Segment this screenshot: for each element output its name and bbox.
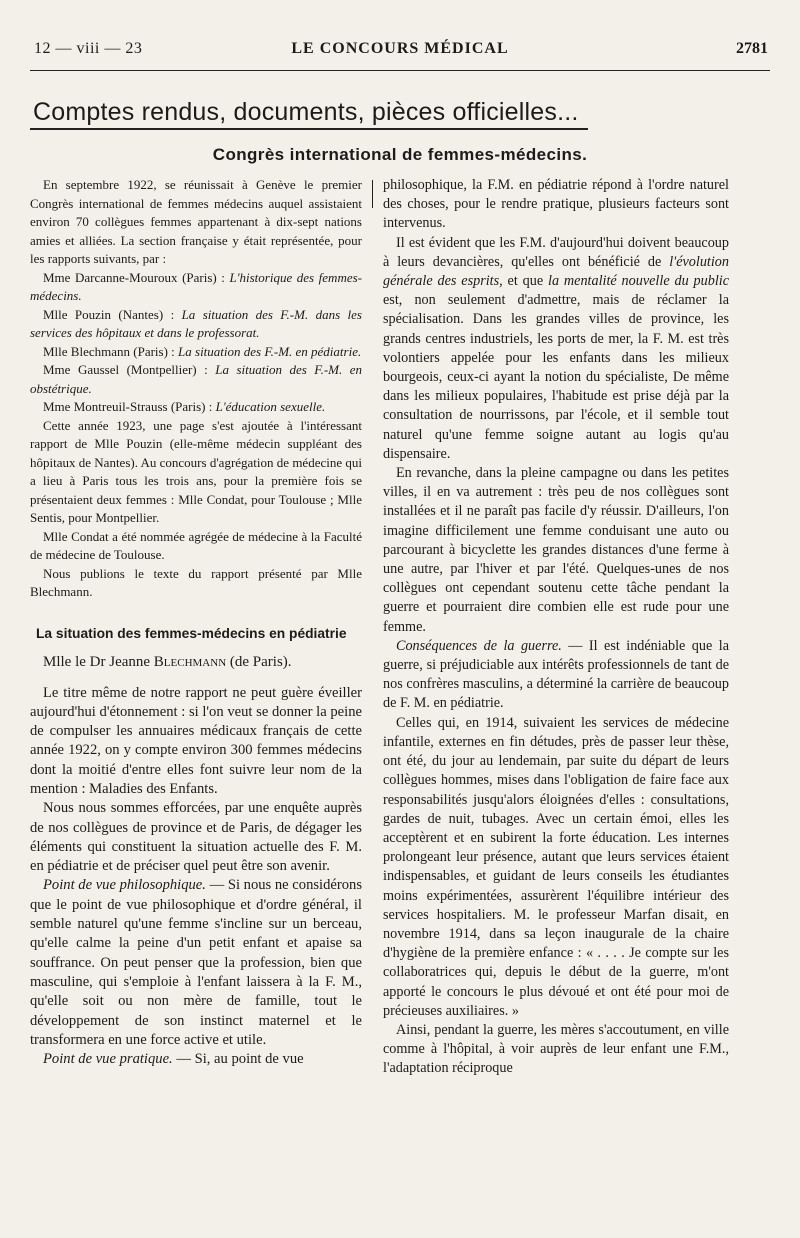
paragraph: En revanche, dans la pleine campagne ou dans les petites villes, il en va autrement : très peu de nos collègues sont installées et il ne paraît pas facile d'y réussir. D'ailleurs, l'on imagine difficilement une femme conduisant une auto ou parcourant à bicyclette les grandes distances d'une ferme à une autre, par l'hiver et par l'été. Quelques-unes de nos collègues ont cependant soutenu cette tâche pendant la guerre et pourraient dire combien elle est rude pour une femme. [383,465,729,635]
article-author: Mlle le Dr Jeanne Blechmann (de Paris). [43,653,292,670]
section-title: Comptes rendus, documents, pièces officielles... [33,98,579,126]
journal-title: LE CONCOURS MÉDICAL [291,40,509,57]
paragraph: Ainsi, pendant la guerre, les mères s'accoutument, en ville comme à l'hôpital, à voir auprès de leur enfant une F.M., l'adaptation réciproque [383,1021,729,1077]
report-item: Mme Darcanne-Mouroux (Paris) : L'historique des femmes-médecins. [30,269,362,303]
paragraph: Mlle Condat a été nommée agrégée de médecine à la Faculté de médecine de Toulouse. [30,528,362,562]
report-item: Mlle Blechmann (Paris) : La situation des F.-M. en pédiatrie. [43,343,362,359]
article-body-left [30,684,362,1070]
paragraph: Conséquences de la guerre. — Il est indéniable que la guerre, si préjudiciable aux intérêts professionnels de tant de nos confrères masculins, a déterminé la carrière de beaucoup de F. M. en pédiatrie. [383,637,729,712]
paragraph: Point de vue pratique. — Si, au point de vue [43,1051,304,1068]
paragraph: Nous nous sommes efforcées, par une enquête auprès de nos collègues de province et de Paris, de dégager les éléments qui constituent la situation actuelle des F. M. en pédiatrie et de préciser quel peut être son avenir. [30,800,362,875]
paragraph: Cette année 1923, une page s'est ajoutée à l'intéressant rapport de Mlle Pouzin (elle-même médecin suppléant des hôpitaux de Nantes). Au concours d'agrégation de médecine qui a lieu à Paris tous les trois ans, pour la première fois se présentaient deux femmes : Mlle Condat, pour Toulouse ; Mlle Sentis, pour Montpellier. [30,417,362,525]
congress-title: Congrès international de femmes-médecins. [212,145,588,164]
page-number: 2781 [736,40,768,57]
intro-paragraph: En septembre 1922, se réunissait à Genève le premier Congrès international de femmes médecins auquel assistaient environ 70 collègues femmes appartenant à dix-sept nations amies et alliées. La section française y était représentée, pour les rapports suivants, par : [30,177,362,266]
report-item: Mme Gaussel (Montpellier) : La situation des F.-M. en obstétrique. [30,362,363,396]
paragraph: Celles qui, en 1914, suivaient les services de médecine infantile, externes en fin détudes, près de passer leur thèse, ont été, du jour au lendemain, par suite du départ de leurs collègues hommes, mises dans l'obligation de faire face aux responsabilités jusqu'alors éloignées d'elles : consultations, gardes de nuit, tubages. Avec un certain émoi, elles les acceptèrent et en subirent la forte éducation. Les internes prolongeant leur présence, autant que leurs services étaient indispensables, et guidant de leurs conseils les étudiantes moins expérimentées, assurèrent l'équilibre intérieur des services hospitaliers. M. le professeur Marfan disait, en novembre 1914, dans sa leçon inaugurale de la chaire d'hygiène de la première enfance : « . . . . Je compte sur les collaboratrices qui, depuis le début de la guerre, m'ont apporté le concours le plus dévoué et ont été pour moi de précieuses auxiliaires. » [383,714,729,1019]
column-divider [372,180,373,208]
intro-block [30,176,362,602]
paragraph: Le titre même de notre rapport ne peut guère éveiller aujourd'hui d'étonnement : si l'on veut se donner la peine de compulser les annuaires médicaux français de cette année 1922, on y compte environ 300 femmes médecins dont la moitié d'entre elles font suivre leur nom de la mention : Maladies des Enfants. [30,684,362,797]
paragraph: philosophique, la F.M. en pédiatrie répond à l'ordre naturel des choses, pour le rendre pratique, plusieurs facteurs sont intervenus. [383,177,729,232]
paragraph: Il est évident que les F.M. d'aujourd'hui doivent beaucoup à leurs devancières, qu'elles ont bénéficié de l'évolution générale des esprits, et que la mentalité nouvelle du public est, non seulement d'admettre, mais de réclamer la spécialisation. Dans les grandes villes de province, les grands centres industriels, les ports de mer, la F. M. est très volontiers appelée pour les enfants dans les milieux bourgeois, ceux-ci ayant la notion du spécialiste, De même dans les milieux populaires, l'habitude est prise déjà par la consultation de nourrissons, par l'école, et il semble tout naturel qu'une femme soigne autant au logis qu'au dispensaire. [383,234,729,462]
report-item: Mme Montreuil-Strauss (Paris) : L'éducation sexuelle. [43,399,326,414]
paragraph: Nous publions le texte du rapport présenté par Mlle Blechmann. [30,565,362,599]
report-item: Mlle Pouzin (Nantes) : La situation des F.-M. dans les services des hôpitaux et dans le professorat. [30,306,362,340]
issue-date: 12 — viii — 23 [34,40,143,57]
left-column [30,176,362,1069]
right-column [383,176,729,1079]
article-title: La situation des femmes-médecins en pédiatrie [36,625,347,641]
running-header [30,40,770,66]
section-underline [30,128,588,130]
paragraph: Point de vue philosophique. — Si nous ne considérons que le point de vue philosophique et d'ordre général, il semble naturel qu'une femme s'incline sur un berceau, qu'elle calme la peine d'un petit enfant et apaise sa souffrance. On peut penser que la profession, bien que masculine, qui s'emploie à l'enfant laissera à la F. M., qu'elle soit ou non mère de famille, tout le développement de son instinct maternel et le transformera en une force active et utile. [30,877,363,1048]
header-rule [30,70,770,71]
